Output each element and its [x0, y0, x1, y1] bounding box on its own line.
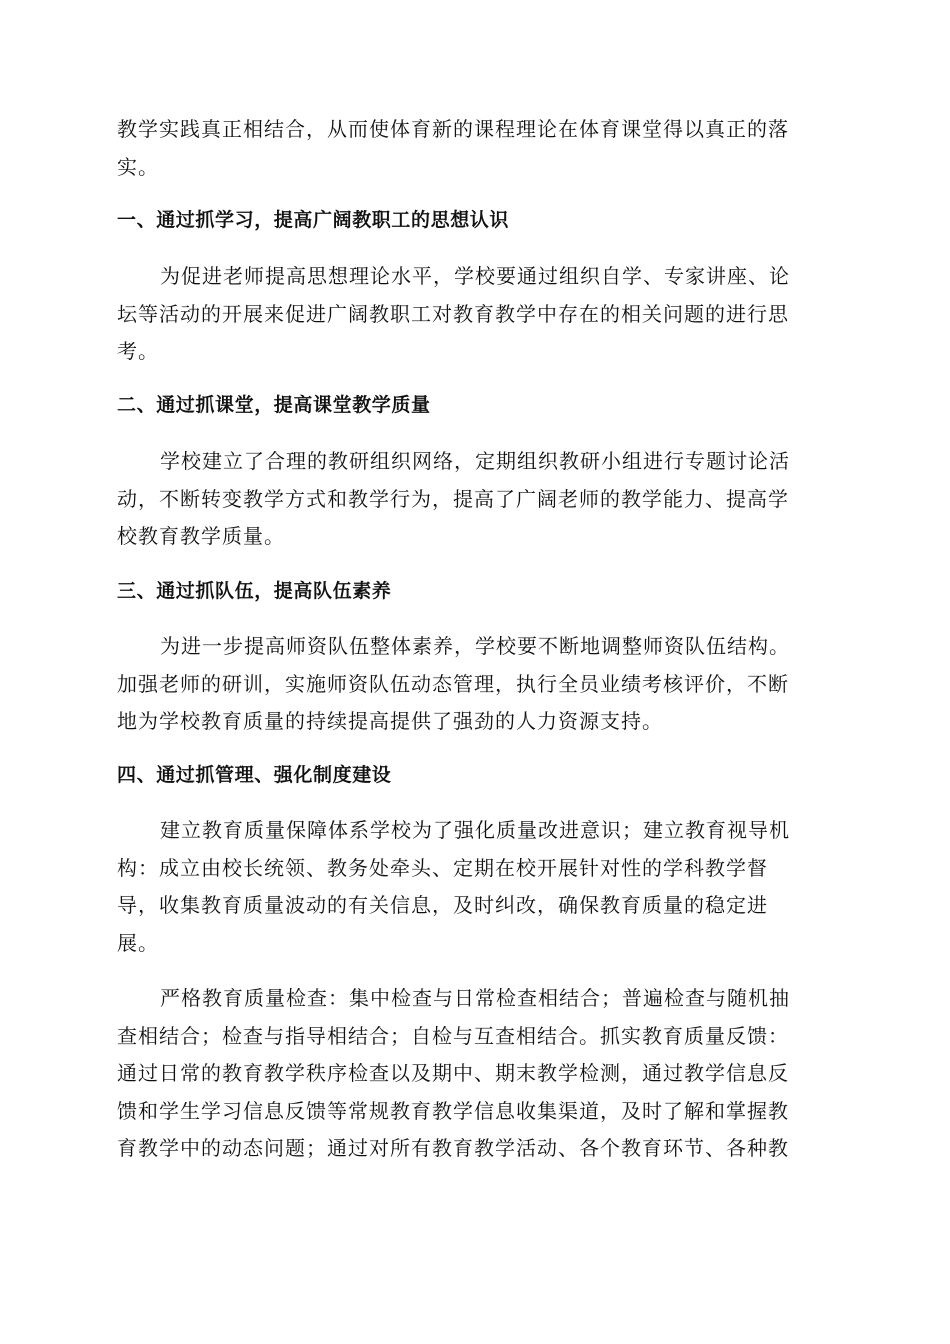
section-4-p1-line-4: 展。 [117, 930, 159, 955]
section-4-paragraph-2 [117, 980, 833, 1168]
section-4-p2-line-5: 育教学中的动态问题；通过对所有教育教学活动、各个教育环节、各种教 [117, 1136, 789, 1160]
section-1-heading: 一、通过抓学习，提高广阔教职工的思想认识 [117, 209, 510, 231]
section-4-paragraph-1 [117, 812, 833, 962]
intro-line-2: 实。 [117, 154, 159, 179]
section-3-line-1: 为进一步提高师资队伍整体素养，学校要不断地调整师资队伍结构。 [160, 634, 790, 658]
intro-line-1: 教学实践真正相结合，从而使体育新的课程理论在体育课堂得以真正的落 [117, 117, 789, 141]
section-2-paragraph [117, 443, 833, 556]
section-2-heading: 二、通过抓课堂，提高课堂教学质量 [117, 394, 431, 416]
section-3-line-2: 加强老师的研训，实施师资队伍动态管理，执行全员业绩考核评价，不断 [117, 671, 789, 696]
section-4-p2-line-4: 馈和学生学习信息反馈等常规教育教学信息收集渠道，及时了解和掌握教 [117, 1098, 789, 1123]
section-3-line-3: 地为学校教育质量的持续提高提供了强劲的人力资源支持。 [117, 709, 663, 733]
section-1-line-2: 坛等活动的开展来促进广阔教职工对教育教学中存在的相关问题的进行思 [117, 301, 789, 326]
section-4-p2-line-1: 严格教育质量检查：集中检查与日常检查相结合；普遍检查与随机抽 [160, 986, 790, 1010]
section-1-line-1: 为促进老师提高思想理论水平，学校要通过组织自学、专家讲座、论 [160, 264, 790, 288]
section-2-line-3: 校教育教学质量。 [117, 524, 285, 548]
section-4-p1-line-1: 建立教育质量保障体系学校为了强化质量改进意识；建立教育视导机 [160, 818, 790, 842]
section-1-line-3: 考。 [117, 339, 159, 363]
section-4-p1-line-2: 构：成立由校长统领、教务处牵头、定期在校开展针对性的学科教学督 [117, 855, 768, 880]
section-3-paragraph [117, 628, 833, 741]
section-1-paragraph [117, 258, 833, 371]
section-2-line-2: 动，不断转变教学方式和教学行为，提高了广阔老师的教学能力、提高学 [117, 486, 789, 511]
intro-paragraph [117, 111, 833, 186]
section-4-p2-line-2: 查相结合；检查与指导相结合；自检与互查相结合。抓实教育质量反馈： [117, 1023, 789, 1048]
section-2-line-1: 学校建立了合理的教研组织网络，定期组织教研小组进行专题讨论活 [160, 449, 790, 473]
section-4-heading: 四、通过抓管理、强化制度建设 [117, 764, 392, 786]
section-3-heading: 三、通过抓队伍，提高队伍素养 [117, 580, 392, 602]
section-4-p1-line-3: 导，收集教育质量波动的有关信息，及时纠改，确保教育质量的稳定进 [117, 893, 768, 917]
section-4-p2-line-3: 通过日常的教育教学秩序检查以及期中、期末教学检测，通过教学信息反 [117, 1061, 789, 1085]
